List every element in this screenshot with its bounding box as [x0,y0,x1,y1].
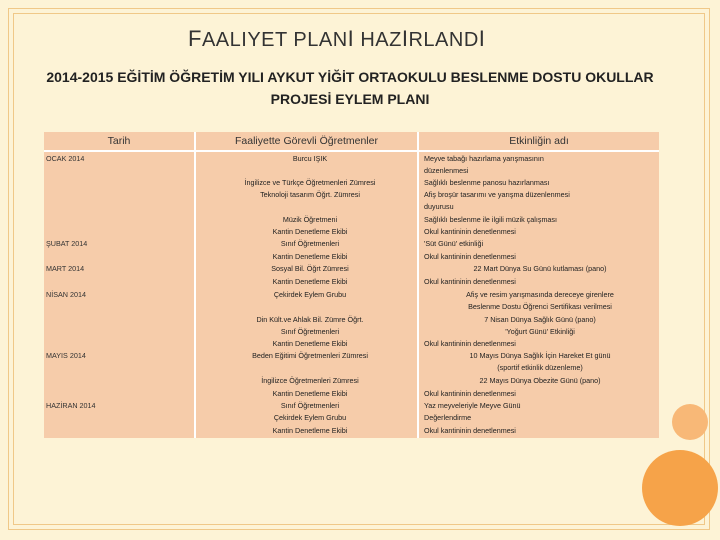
decorative-circle-large [642,450,718,526]
activity-cell: Okul kantininin denetlenmesi [424,227,516,236]
activity-cell: Beslenme Dostu Öğrenci Sertifikası verilmesi [468,302,612,311]
subtitle-line: PROJESİ EYLEM PLANI [270,91,430,107]
activity-cell: Okul kantininin denetlenmesi [424,277,516,286]
activity-cell: Okul kantininin denetlenmesi [424,339,516,348]
column-divider [417,132,419,438]
activity-cell: düzenlenmesi [424,166,469,175]
activity-cell: Sağlıklı beslenme ile ilgili müzik çalışması [424,215,558,224]
date-cell: OCAK 2014 [46,154,85,163]
activity-cell: Okul kantininin denetlenmesi [424,389,516,398]
date-cell: NİSAN 2014 [46,290,86,299]
date-cell: HAZİRAN 2014 [46,401,96,410]
teacher-cell: Kantin Denetleme Ekibi [272,389,348,398]
activity-cell: Meyve tabağı hazırlama yarışmasının [424,154,544,163]
teacher-cell: Kantin Denetleme Ekibi [272,277,348,286]
activity-cell: 10 Mayıs Dünya Sağlık İçin Hareket Et günü [469,351,611,360]
activity-cell: 7 Nisan Dünya Sağlık Günü (pano) [484,315,596,324]
activity-cell: Okul kantininin denetlenmesi [424,426,516,435]
header-activity: Etkinliğin adı [419,132,659,152]
header-date: Tarih [44,132,194,152]
activity-cell: 22 Mart Dünya Su Günü kutlaması (pano) [473,264,607,273]
teacher-cell: Burcu IŞIK [292,154,328,163]
teacher-cell: Çekirdek Eylem Grubu [273,413,347,422]
activity-cell: Sağlıklı beslenme panosu hazırlanması [424,178,550,187]
teacher-cell: İngilizce Öğretmenleri Zümresi [261,376,359,385]
teacher-cell: Teknoloji tasarım Öğrt. Zümresi [260,190,360,199]
teacher-cell: Sınıf Öğretmenleri [280,239,340,248]
teacher-cell: Müzik Öğretmeni [282,215,338,224]
subtitle-line: 2014-2015 EĞİTİM ÖĞRETİM YILI AYKUT YİĞİT ORTAOKULU BESLENME DOSTU OKULLAR [46,69,654,85]
activity-cell: 'Yoğurt Günü' Etkinliği [505,327,575,336]
activity-cell: duyurusu [424,202,454,211]
teacher-cell: Çekirdek Eylem Grubu [273,290,347,299]
teacher-cell: İngilizce ve Türkçe Öğretmenleri Zümresi [244,178,376,187]
date-cell: ŞUBAT 2014 [46,239,88,248]
teacher-cell: Din Kült.ve Ahlak Bil. Zümre Öğrt. [256,315,364,324]
teacher-cell: Sınıf Öğretmenleri [280,327,340,336]
teacher-cell: Kantin Denetleme Ekibi [272,339,348,348]
column-divider [194,132,196,438]
teacher-cell: Sınıf Öğretmenleri [280,401,340,410]
teacher-cell: Beden Eğitimi Öğretmenleri Zümresi [252,351,368,360]
activity-cell: (sportif etkinlik düzenleme) [497,363,583,372]
teacher-cell: Kantin Denetleme Ekibi [272,227,348,236]
teacher-cell: Kantin Denetleme Ekibi [272,252,348,261]
teacher-cell: Sosyal Bil. Öğrt Zümresi [271,264,349,273]
slide-subtitle [10,66,690,110]
activity-cell: Yaz meyveleriyle Meyve Günü [424,401,521,410]
header-teachers: Faaliyette Görevli Öğretmenler [196,132,417,152]
activity-cell: Değerlendirme [424,413,472,422]
slide-title: FAALIYET PLANI HAZIRLANDI [188,26,486,51]
activity-cell: 'Süt Günü' etkinliği [424,239,484,248]
teacher-cell: Kantin Denetleme Ekibi [272,426,348,435]
date-cell: MART 2014 [46,264,85,273]
decorative-circle-small [672,404,708,440]
activity-cell: Okul kantininin denetlenmesi [424,252,516,261]
activity-cell: Afiş ve resim yarışmasında dereceye girenlere [466,290,614,299]
activity-cell: Afiş broşür tasarımı ve yarışma düzenlenmesi [424,190,570,199]
activity-cell: 22 Mayıs Dünya Obezite Günü (pano) [479,376,601,385]
date-cell: MAYIS 2014 [46,351,86,360]
